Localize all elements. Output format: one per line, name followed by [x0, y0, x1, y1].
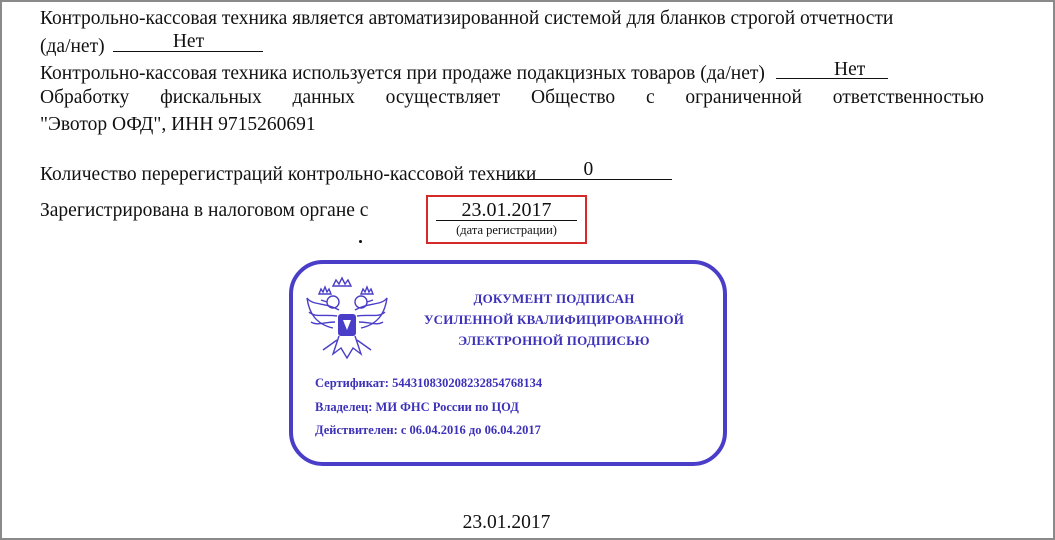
registration-date-highlight [426, 195, 587, 244]
stamp-title [395, 288, 713, 351]
footer-date: 23.01.2017 [462, 512, 551, 533]
line-ofd [40, 86, 984, 110]
stamp-title-line: УСИЛЕННОЙ КВАЛИФИЦИРОВАННОЙ [423, 312, 685, 327]
ofd-word: Общество [531, 87, 616, 108]
ofd-word: с [645, 87, 655, 108]
rereg-value: 0 [583, 159, 594, 180]
line-registered [40, 199, 368, 223]
stamp-title-line: ДОКУМЕНТ ПОДПИСАН [473, 291, 635, 306]
stamp-title-line: ЭЛЕКТРОННОЙ ПОДПИСЬЮ [458, 333, 650, 348]
excise-label: Контрольно-кассовая техника используется при продаже подакцизных товаров (да/нет) [40, 63, 765, 84]
registered-label: Зарегистрирована в налоговом органе с [40, 200, 369, 221]
registration-date-hint: (дата регистрации) [456, 223, 557, 237]
stamp-owner: Владелец: МИ ФНС России по ЦОД [315, 400, 519, 414]
bso-answer-value: Нет [172, 31, 205, 52]
russian-coat-of-arms-icon [303, 272, 391, 364]
registration-date: 23.01.2017 [461, 199, 552, 221]
rereg-label: Количество перерегистраций контрольно-кассовой техники [40, 164, 537, 185]
line-ofd-name: "Эвотор ОФД", ИНН 9715260691 [40, 114, 316, 135]
bso-answer-field [113, 32, 263, 52]
rereg-field [504, 160, 672, 180]
ofd-word: ограниченной [685, 87, 802, 108]
digital-signature-stamp [289, 260, 727, 466]
ofd-word: ответственностью [832, 87, 984, 108]
date-underline [436, 220, 577, 221]
ofd-word: осуществляет [385, 87, 501, 108]
line-excise [40, 59, 888, 86]
excise-answer-value: Нет [834, 59, 866, 80]
excise-answer-field [776, 59, 888, 79]
ofd-word: Обработку [40, 87, 130, 108]
stray-dot [359, 240, 362, 243]
line-bso: Контрольно-кассовая техника является автоматизированной системой для бланков строгой отчетности [40, 8, 894, 29]
stamp-certificate: Сертификат: 54431083020823285476813​4 [315, 376, 543, 390]
stamp-validity: Действителен: с 06.04.2016 до 06.04.2017 [315, 423, 541, 437]
line-bso-answer [40, 32, 263, 59]
line-reregistrations [40, 160, 672, 187]
ofd-word: фискальных [160, 87, 262, 108]
ofd-word: данных [292, 87, 355, 108]
bso-answer-label: (да/нет) [40, 36, 105, 57]
